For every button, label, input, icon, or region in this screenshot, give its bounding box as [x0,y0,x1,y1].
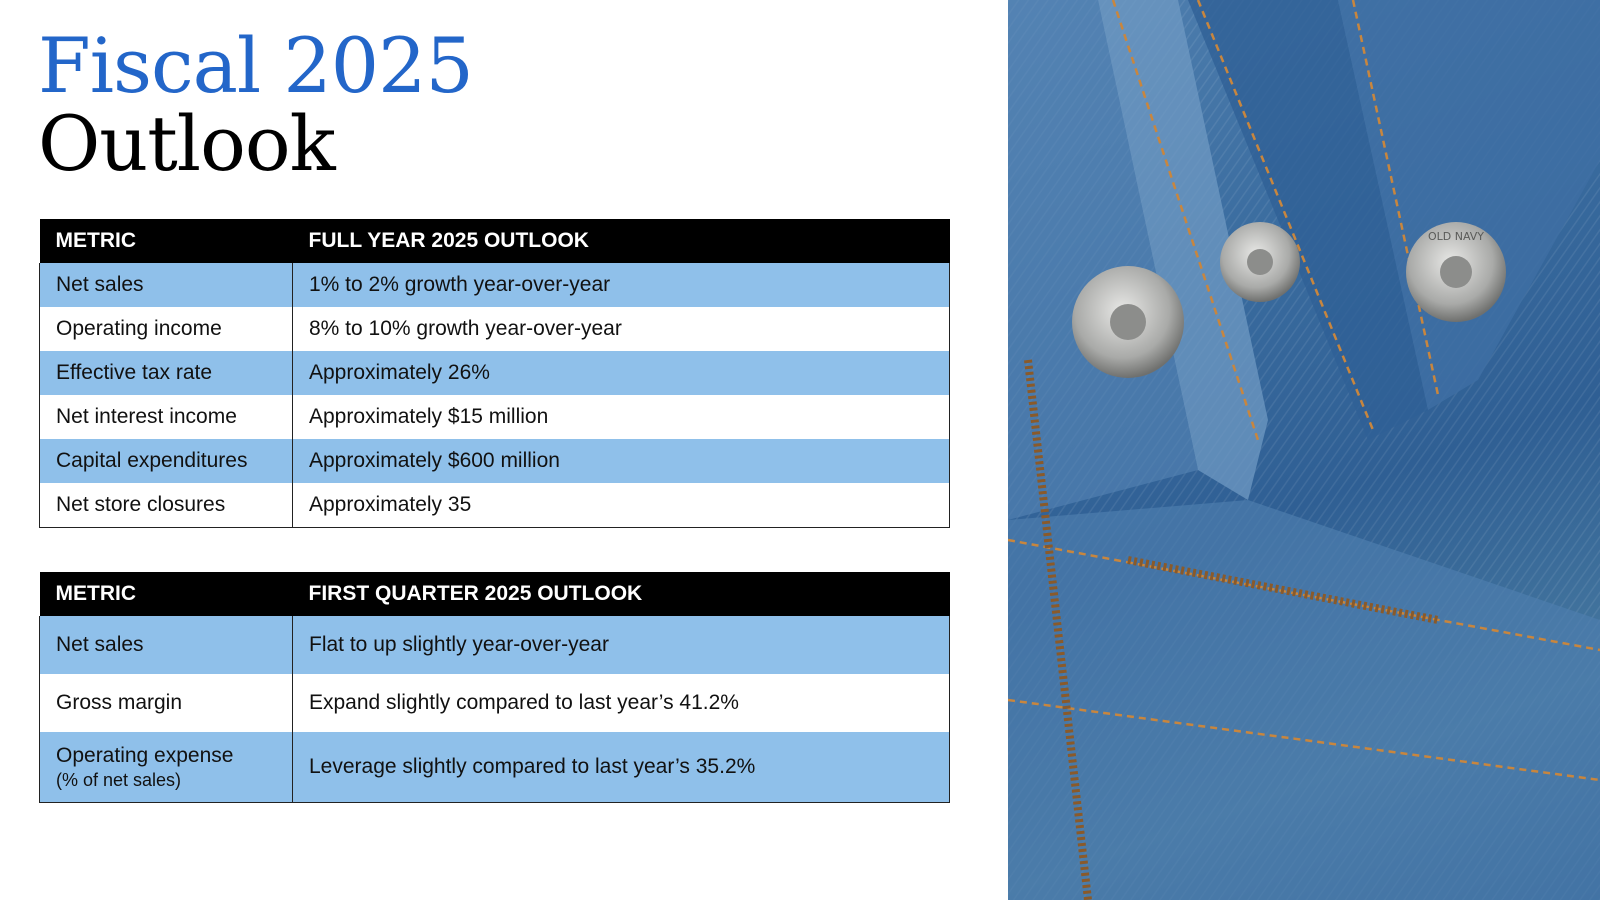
button-icon [1220,222,1300,302]
value-cell: 8% to 10% growth year-over-year [293,307,950,351]
metric-cell: Net store closures [40,483,293,528]
metric-cell: Operating income [40,307,293,351]
denim-photo [1008,0,1600,900]
metric-cell [40,674,293,732]
table-row [40,483,950,528]
value-cell: Expand slightly compared to last year’s 41.2% [293,674,950,732]
value-cell: Flat to up slightly year-over-year [293,616,950,674]
button-icon [1072,266,1184,378]
value-cell: Approximately 35 [293,483,950,528]
value-cell: Approximately $600 million [293,439,950,483]
metric-cell: Capital expenditures [40,439,293,483]
table-header-row [40,572,950,616]
metric-cell: Net sales [40,263,293,307]
value-cell: 1% to 2% growth year-over-year [293,263,950,307]
metric-label: Gross margin [56,691,183,714]
table-row [40,351,950,395]
metric-cell [40,616,293,674]
table-row [40,616,950,674]
button-text: OLD NAVY [1427,230,1485,243]
metric-cell: Effective tax rate [40,351,293,395]
value-cell: Leverage slightly compared to last year’s 35.2% [293,732,950,803]
header-outlook: FIRST QUARTER 2025 OUTLOOK [293,572,950,616]
table-row [40,307,950,351]
header-metric: METRIC [40,219,293,263]
header-outlook: FULL YEAR 2025 OUTLOOK [293,219,950,263]
table-row [40,395,950,439]
table-row [40,263,950,307]
table-row [40,674,950,732]
value-cell: Approximately 26% [293,351,950,395]
denim-illustration [1008,0,1600,900]
table-row [40,732,950,803]
metric-cell [40,732,293,803]
page-title [38,21,473,188]
header-metric: METRIC [40,572,293,616]
metric-sublabel: (% of net sales) [56,769,182,790]
metric-cell: Net interest income [40,395,293,439]
first-quarter-outlook-table [39,572,950,803]
full-year-outlook-table [39,219,950,528]
metric-label: Operating expense [56,743,234,767]
table-row [40,439,950,483]
title-line-outlook: Outlook [38,99,335,188]
title-line-fiscal: Fiscal 2025 [38,21,473,110]
value-cell: Approximately $15 million [293,395,950,439]
table-header-row [40,219,950,263]
metric-label: Net sales [56,633,144,656]
